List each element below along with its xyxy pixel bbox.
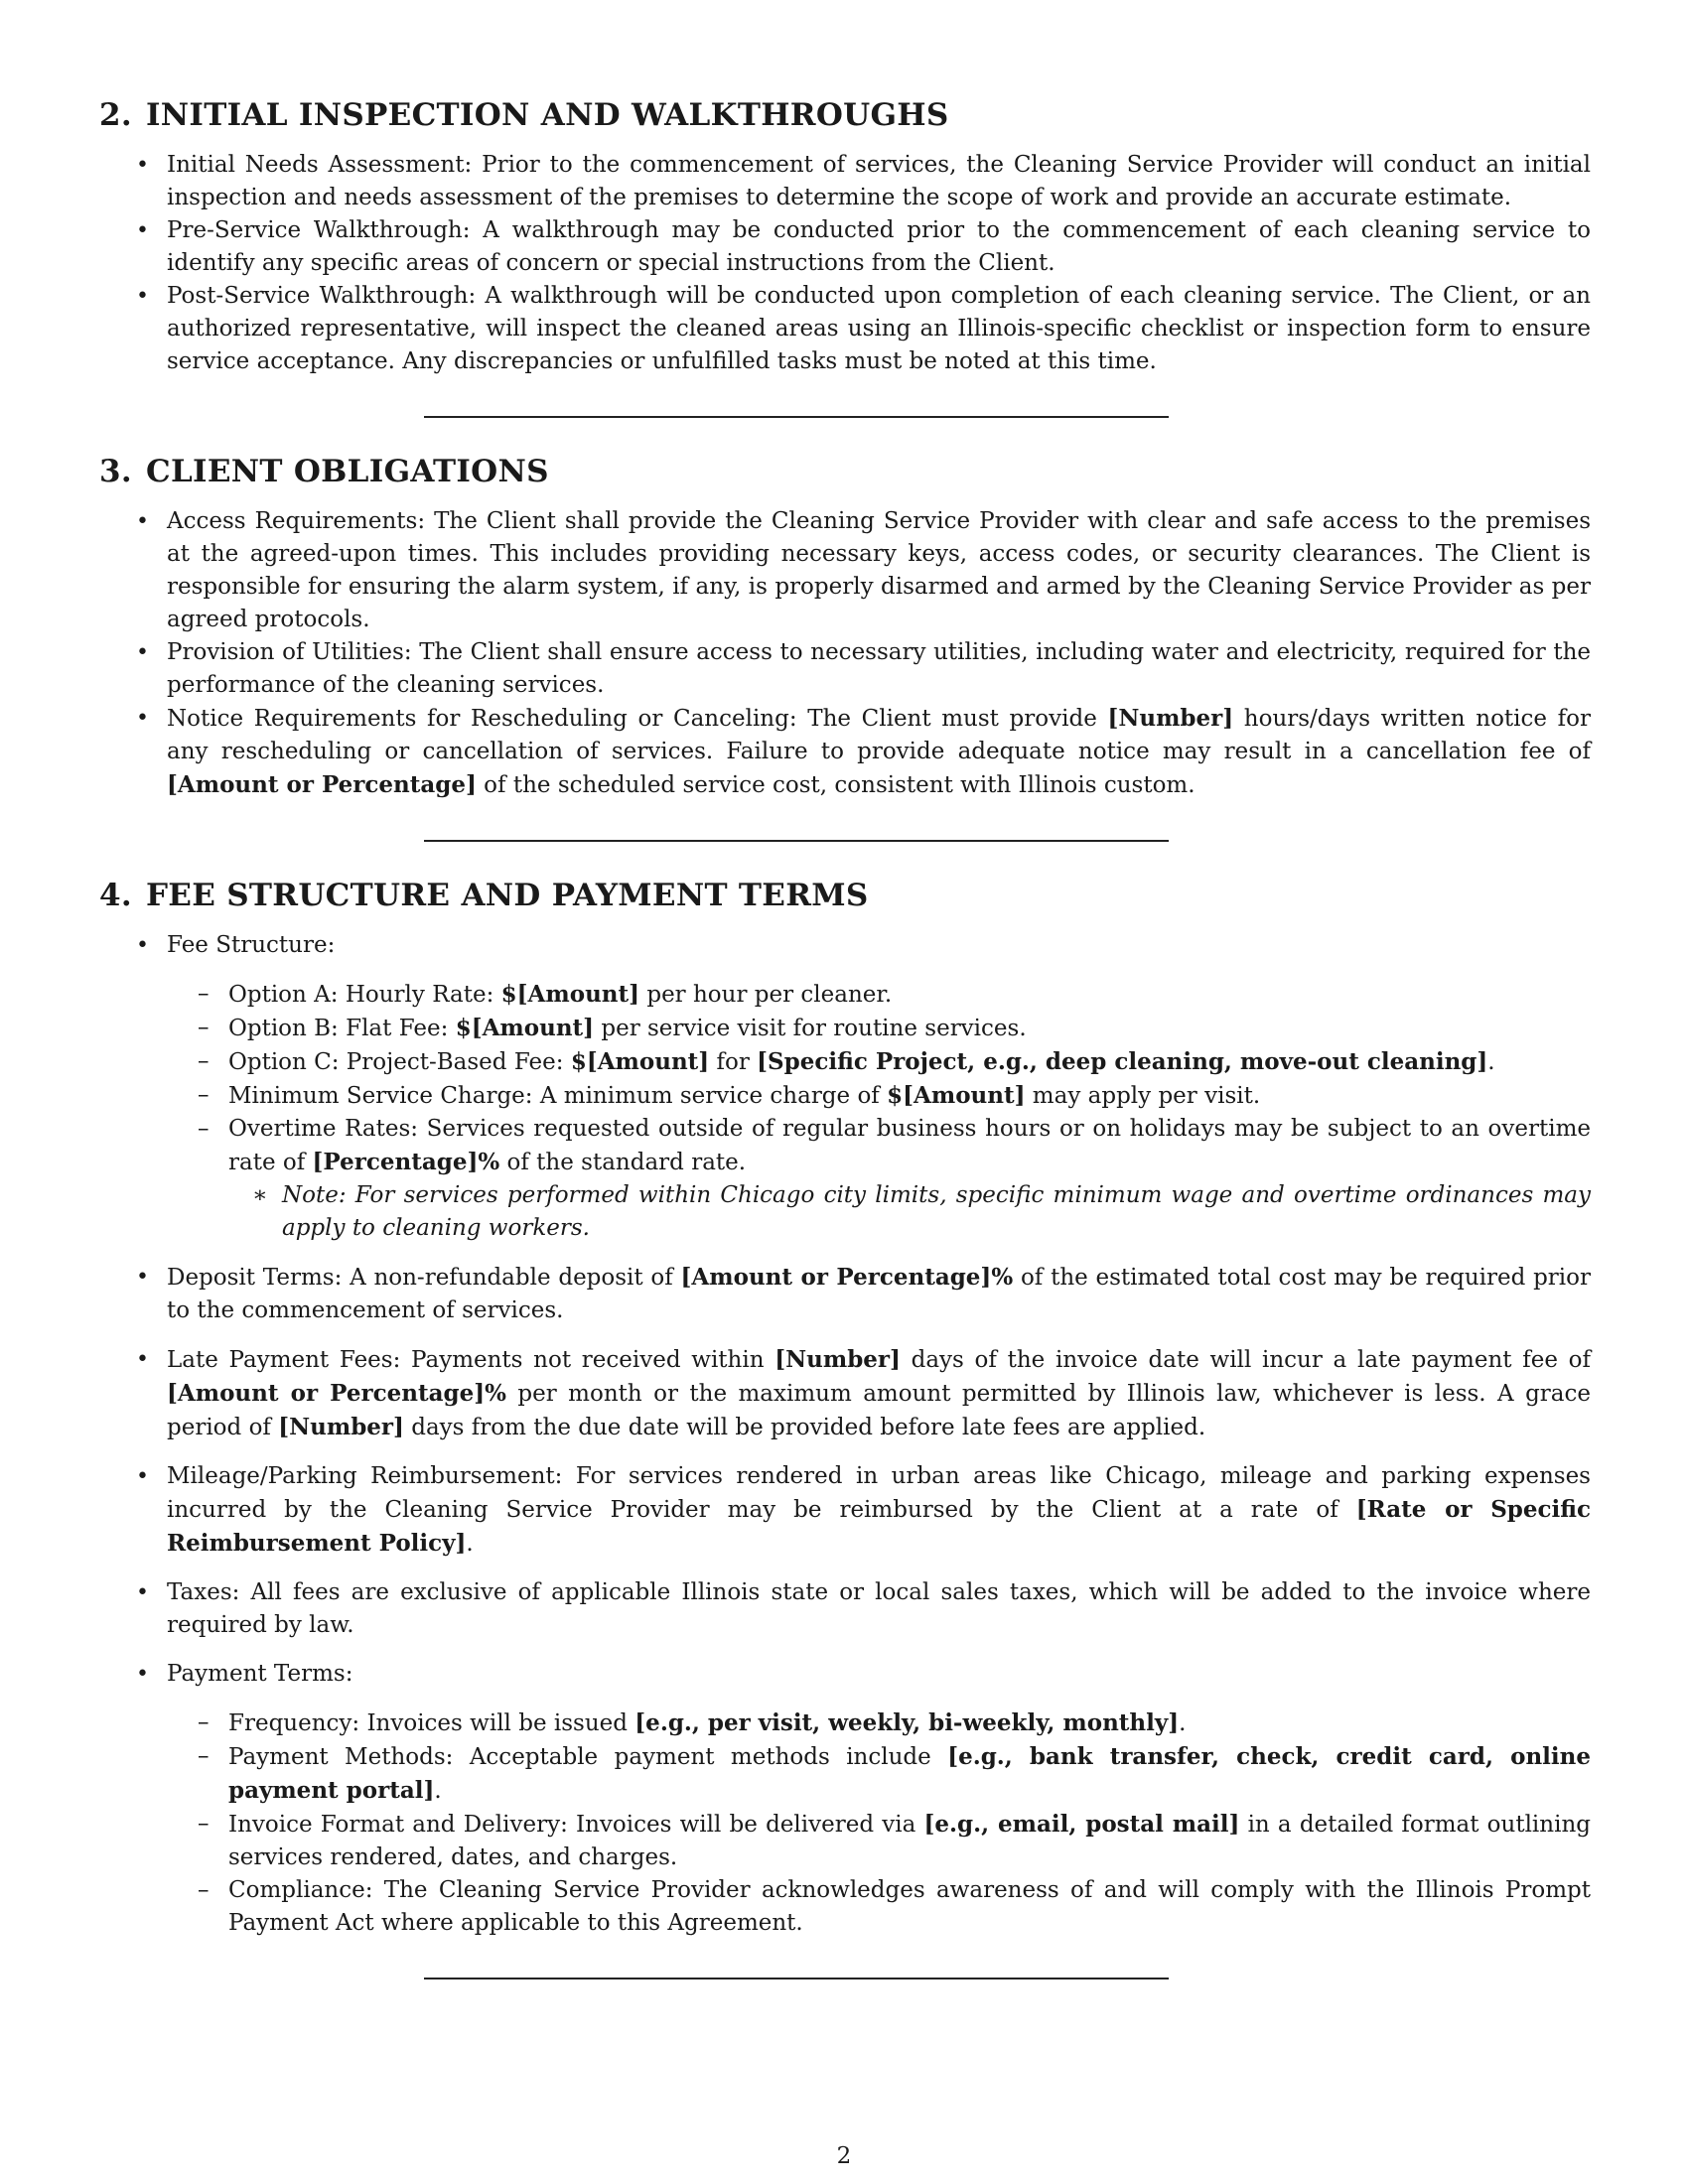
section-fee-structure	[99, 876, 1591, 1979]
text: Minimum Service Charge: A minimum service charge of	[228, 1083, 888, 1109]
text: Option A: Hourly Rate:	[228, 982, 501, 1008]
section-initial-inspection	[99, 95, 1591, 418]
placeholder-percentage: [Percentage]%	[312, 1149, 500, 1175]
text: Overtime Rates: Services requested outside of regular business hours or on holidays may be subject to an overtime rate of	[228, 1116, 1591, 1175]
text: .	[1487, 1049, 1495, 1075]
list-item-access-requirements: • Access Requirements: The Client shall provide the Cleaning Service Provider with clear and safe access to the premises at the agreed-upon times. This includes providing necessary keys, access codes, or security clearances. The Client is responsible for ensuring the alarm system, if any, is properly disarmed and armed by the Cleaning Service Provider as per agreed protocols.	[99, 505, 1591, 636]
text: of the standard rate.	[499, 1150, 747, 1175]
section-title: FEE STRUCTURE AND PAYMENT TERMS	[145, 878, 869, 913]
sub-item-payment-methods	[167, 1740, 1591, 1808]
placeholder-methods: [e.g., bank transfer, check, credit card, online payment portal]	[228, 1743, 1591, 1804]
text: Notice Requirements for Rescheduling or Canceling: The Client must provide	[167, 706, 1108, 732]
payment-terms-label: Payment Terms:	[167, 1661, 353, 1687]
list-item-initial-needs-assessment: • Initial Needs Assessment: Prior to the commencement of services, the Cleaning Service Provider will conduct an initial inspection and needs assessment of the premises to determine the scope of work and provide an accurate estimate.	[99, 149, 1591, 214]
placeholder-number: [Number]	[1107, 705, 1234, 732]
text: Deposit Terms: A non-refundable deposit of	[167, 1265, 681, 1291]
text: per month or the maximum amount permitted by Illinois law, whichever is less. A grace period of	[167, 1381, 1592, 1440]
list-item-mileage-reimbursement	[99, 1460, 1591, 1561]
text: hours/days written notice for any rescheduling or cancellation of services. Failure to provide adequate notice may result in a cancellation fee of	[167, 706, 1591, 764]
sub-item-option-b	[167, 1012, 1591, 1045]
text: of the scheduled service cost, consistent with Illinois custom.	[476, 772, 1196, 798]
text: Option B: Flat Fee:	[228, 1016, 456, 1041]
list-item-post-service-walkthrough: • Post-Service Walkthrough: A walkthrough will be conducted upon completion of each cleaning service. The Client, or an authorized representative, will inspect the cleaned areas using an Illinois-specific checklist or inspection form to ensure service acceptance. Any discrepancies or unfulfilled tasks must be noted at this time.	[99, 280, 1591, 378]
list-item-payment-terms	[99, 1658, 1591, 1940]
sub-item-invoice-format	[167, 1808, 1591, 1874]
sub-item-option-c	[167, 1045, 1591, 1079]
placeholder-amount: [Amount or Percentage]%	[680, 1264, 1014, 1291]
list-item-provision-of-utilities: • Provision of Utilities: The Client shall ensure access to necessary utilities, including water and electricity, required for the performance of the cleaning services.	[99, 636, 1591, 702]
placeholder-amount: $[Amount]	[455, 1015, 595, 1041]
text: days from the due date will be provided before late fees are applied.	[403, 1415, 1206, 1440]
placeholder-amount: $[Amount]	[570, 1048, 710, 1075]
sub-item-compliance: – Compliance: The Cleaning Service Provider acknowledges awareness of and will comply with the Illinois Prompt Payment Act where applicable to this Agreement.	[167, 1874, 1591, 1940]
text: for	[709, 1049, 758, 1075]
text: .	[466, 1531, 474, 1557]
text: in a detailed format outlining services rendered, dates, and charges.	[228, 1812, 1591, 1870]
list-item-taxes: • Taxes: All fees are exclusive of applicable Illinois state or local sales taxes, which will be added to the invoice where required by law.	[99, 1576, 1591, 1642]
list-item-notice-requirements	[99, 702, 1591, 802]
text: may apply per visit.	[1025, 1083, 1261, 1109]
text: Frequency: Invoices will be issued	[228, 1710, 635, 1736]
section-number: 4.	[99, 878, 132, 913]
placeholder-number: [Number]	[278, 1414, 404, 1440]
text: Invoice Format and Delivery: Invoices will be delivered via	[228, 1812, 924, 1838]
section-title: INITIAL INSPECTION AND WALKTHROUGHS	[145, 97, 949, 133]
list-item-fee-structure	[99, 929, 1591, 1245]
placeholder-amount: [Amount or Percentage]%	[167, 1380, 506, 1407]
placeholder-delivery: [e.g., email, postal mail]	[923, 1811, 1240, 1838]
section-heading	[99, 95, 1591, 135]
bullet-list	[99, 929, 1591, 1940]
text: Payment Methods: Acceptable payment methods include	[228, 1744, 948, 1770]
text: days of the invoice date will incur a late payment fee of	[900, 1347, 1591, 1373]
sub-item-overtime-rates	[167, 1113, 1591, 1245]
bullet-list	[99, 505, 1591, 802]
text: per service visit for routine services.	[594, 1016, 1027, 1041]
sub-list	[167, 1706, 1591, 1940]
text: .	[1179, 1710, 1187, 1736]
page-number: 2	[836, 2143, 852, 2169]
text: per hour per cleaner.	[639, 982, 893, 1008]
sub-item-option-a	[167, 978, 1591, 1012]
placeholder-frequency: [e.g., per visit, weekly, bi-weekly, monthly]	[634, 1709, 1180, 1736]
text: Option C: Project-Based Fee:	[228, 1049, 571, 1075]
section-divider	[424, 1978, 1169, 1979]
note-list	[228, 1179, 1591, 1245]
section-heading	[99, 876, 1591, 915]
placeholder-amount: $[Amount]	[887, 1082, 1026, 1109]
section-divider	[424, 416, 1169, 418]
placeholder-number: [Number]	[774, 1346, 901, 1373]
section-number: 2.	[99, 97, 132, 133]
note-chicago-ordinances: ∗ Note: For services performed within Chicago city limits, specific minimum wage and overtime ordinances may apply to cleaning workers.	[228, 1179, 1591, 1245]
section-client-obligations	[99, 452, 1591, 842]
section-title: CLIENT OBLIGATIONS	[145, 454, 549, 489]
list-item-late-payment-fees	[99, 1343, 1591, 1444]
list-item-pre-service-walkthrough: • Pre-Service Walkthrough: A walkthrough may be conducted prior to the commencement of each cleaning service to identify any specific areas of concern or special instructions from the Client.	[99, 214, 1591, 280]
text: Mileage/Parking Reimbursement: For services rendered in urban areas like Chicago, mileage and parking expenses incurred by the Cleaning Service Provider may be reimbursed by the Client at a rate of	[167, 1463, 1591, 1523]
text: of the estimated total cost may be required prior to the commencement of services.	[167, 1265, 1591, 1323]
section-number: 3.	[99, 454, 132, 489]
placeholder-amount: [Amount or Percentage]	[167, 771, 477, 798]
sub-item-frequency	[167, 1706, 1591, 1740]
placeholder-amount: $[Amount]	[500, 981, 640, 1008]
placeholder-rate: [Rate or Specific Reimbursement Policy]	[167, 1496, 1591, 1557]
placeholder-project: [Specific Project, e.g., deep cleaning, move-out cleaning]	[757, 1048, 1488, 1075]
section-divider	[424, 840, 1169, 842]
sub-list	[167, 978, 1591, 1245]
text: .	[434, 1778, 442, 1804]
bullet-list	[99, 149, 1591, 378]
document-page	[99, 95, 1591, 1979]
fee-structure-label: Fee Structure:	[167, 932, 336, 958]
list-item-deposit-terms	[99, 1261, 1591, 1327]
text: Late Payment Fees: Payments not received within	[167, 1347, 775, 1373]
sub-item-minimum-charge	[167, 1079, 1591, 1113]
section-heading	[99, 452, 1591, 491]
